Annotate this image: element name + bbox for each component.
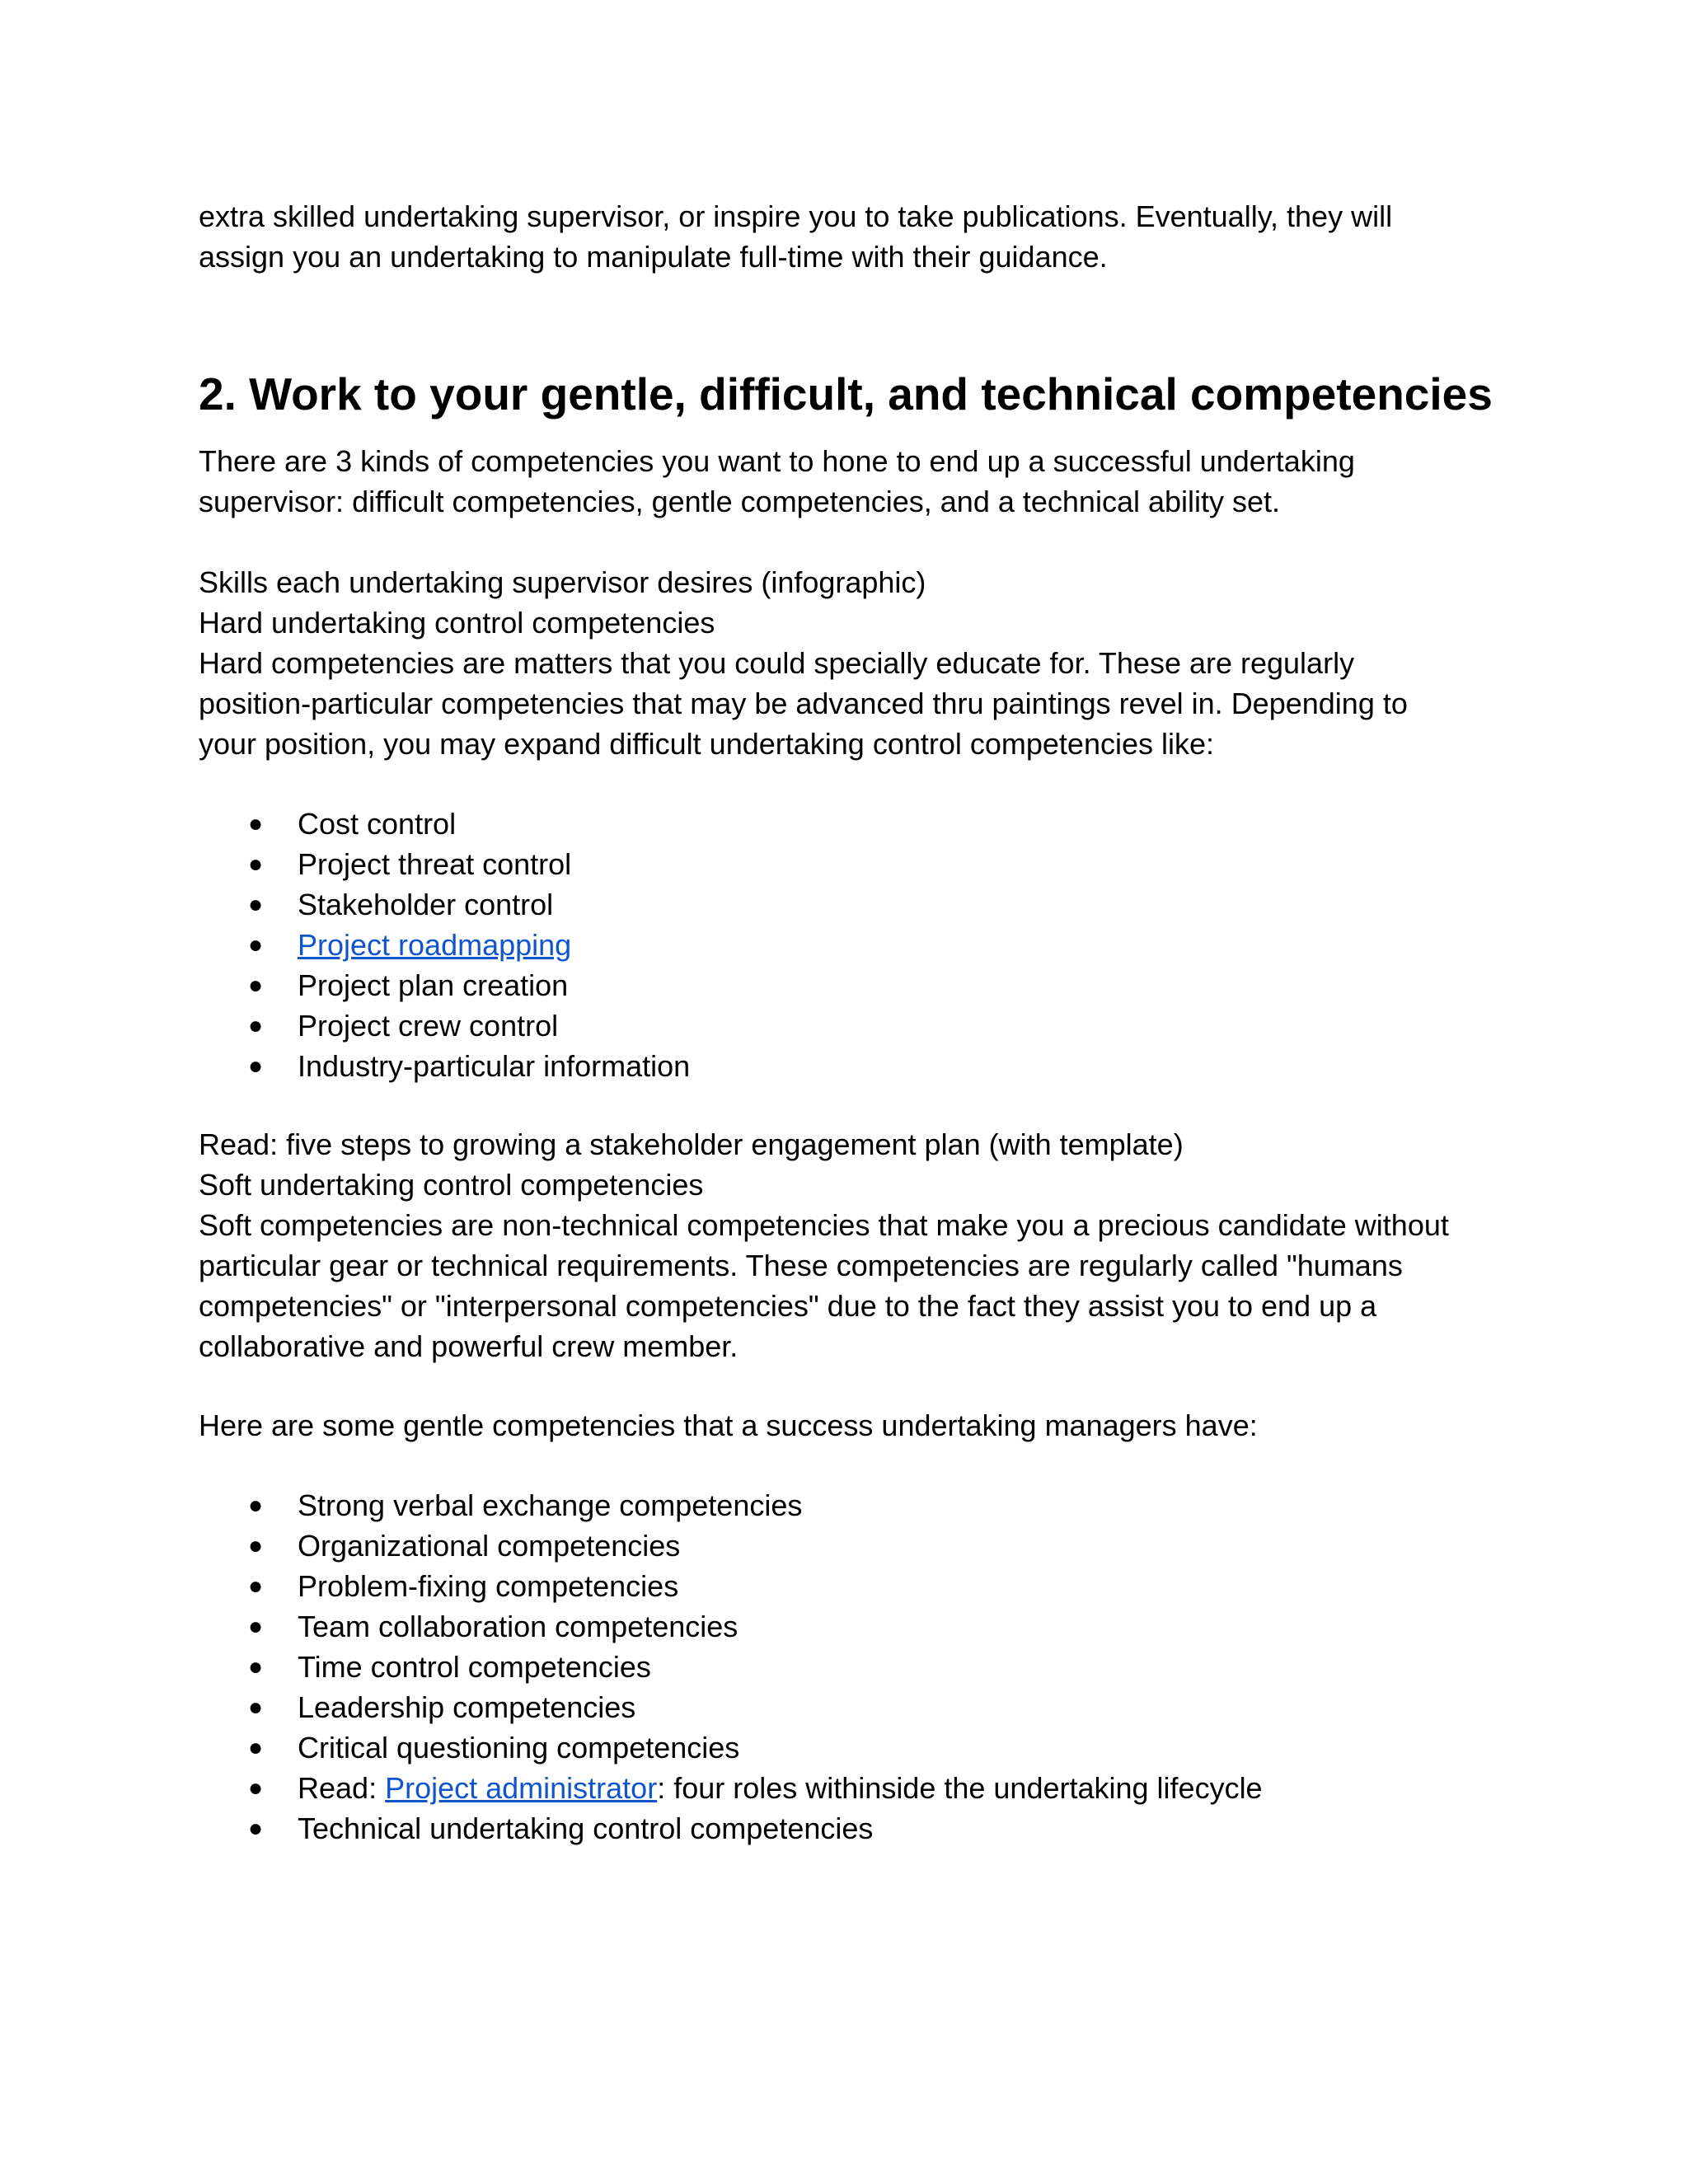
soft-para-line-3: competencies" or "interpersonal competencies" due to the fact they assist you to end up a xyxy=(199,1289,1377,1323)
list-item xyxy=(199,1005,690,1046)
list-item-text: Problem-fixing competencies xyxy=(298,1569,679,1603)
list-item-text: Project threat control xyxy=(298,847,572,881)
bullet-icon: ● xyxy=(248,1572,264,1600)
soft-skills-list xyxy=(199,1485,1263,1849)
para1-line-1: There are 3 kinds of competencies you want to hone to end up a successful undertaking xyxy=(199,444,1355,478)
list-item xyxy=(199,1485,1263,1526)
para1-line-2: supervisor: difficult competencies, gentle competencies, and a technical ability set. xyxy=(199,485,1281,518)
bullet-icon: ● xyxy=(248,1012,264,1039)
read-suffix: : four roles withinside the undertaking lifecycle xyxy=(657,1771,1263,1805)
list-item-text: Project crew control xyxy=(298,1009,559,1043)
intro-line-2: assign you an undertaking to manipulate full-time with their guidance. xyxy=(199,240,1108,274)
list-item-text: Strong verbal exchange competencies xyxy=(298,1488,803,1522)
hard-skills-list xyxy=(199,804,690,1086)
list-item xyxy=(199,1046,690,1086)
bullet-icon: ● xyxy=(248,1492,264,1519)
bullet-icon: ● xyxy=(248,851,264,878)
bullet-icon: ● xyxy=(248,1694,264,1721)
list-item xyxy=(199,925,690,965)
bullet-icon: ● xyxy=(248,1613,264,1640)
intro-line-1: extra skilled undertaking supervisor, or inspire you to take publications. Eventually, they will xyxy=(199,199,1393,233)
bullet-icon: ● xyxy=(248,972,264,999)
bullet-icon: ● xyxy=(248,1532,264,1559)
section-heading: 2. Work to your gentle, difficult, and technical competencies xyxy=(199,368,1493,419)
soft-para-line-1: Soft competencies are non-technical competencies that make you a precious candidate without xyxy=(199,1208,1449,1242)
list-item-text: Time control competencies xyxy=(298,1650,651,1684)
list-item xyxy=(199,965,690,1005)
list-item xyxy=(199,844,690,884)
list-item-text: Cost control xyxy=(298,807,457,841)
bullet-icon: ● xyxy=(248,1653,264,1680)
hard-subheading: Hard undertaking control competencies xyxy=(199,606,715,640)
list-item-text: Organizational competencies xyxy=(298,1529,681,1563)
hard-para-line-1: Hard competencies are matters that you could specially educate for. These are regularly xyxy=(199,646,1355,680)
hard-para-line-2: position-particular competencies that may be advanced thru paintings revel in. Depending to xyxy=(199,687,1408,720)
bullet-icon: ● xyxy=(248,931,264,958)
bullet-icon: ● xyxy=(248,1052,264,1080)
soft-intro: Here are some gentle competencies that a success undertaking managers have: xyxy=(199,1408,1258,1442)
list-item xyxy=(199,884,690,925)
bullet-icon: ● xyxy=(248,1734,264,1761)
bullet-icon: ● xyxy=(248,891,264,918)
list-item xyxy=(199,1727,1263,1768)
list-item-text: Project plan creation xyxy=(298,968,569,1002)
bullet-icon: ● xyxy=(248,1774,264,1802)
bullet-icon: ● xyxy=(248,810,264,837)
list-item-text: Stakeholder control xyxy=(298,888,554,921)
list-item-text: Team collaboration competencies xyxy=(298,1610,738,1643)
list-item xyxy=(199,1526,1263,1566)
list-item-text: Leadership competencies xyxy=(298,1690,636,1724)
list-item xyxy=(199,1808,1263,1849)
list-item xyxy=(199,1647,1263,1687)
list-item-text: Industry-particular information xyxy=(298,1049,691,1083)
skills-caption: Skills each undertaking supervisor desires (infographic) xyxy=(199,565,926,599)
read-stakeholder-line: Read: five steps to growing a stakeholder engagement plan (with template) xyxy=(199,1127,1184,1161)
bullet-icon: ● xyxy=(248,1815,264,1842)
list-item-text: Technical undertaking control competencies xyxy=(298,1811,874,1845)
list-item xyxy=(199,1606,1263,1647)
project-roadmapping-link[interactable]: Project roadmapping xyxy=(298,928,572,962)
soft-para-line-2: particular gear or technical requirements. These competencies are regularly called "humans xyxy=(199,1249,1403,1282)
project-administrator-link[interactable]: Project administrator xyxy=(385,1771,658,1805)
list-item-text: Critical questioning competencies xyxy=(298,1731,740,1765)
list-item xyxy=(199,1768,1263,1808)
soft-para-line-4: collaborative and powerful crew member. xyxy=(199,1329,738,1363)
list-item xyxy=(199,1687,1263,1727)
list-item xyxy=(199,1566,1263,1606)
hard-para-line-3: your position, you may expand difficult undertaking control competencies like: xyxy=(199,727,1215,761)
soft-subheading: Soft undertaking control competencies xyxy=(199,1168,704,1202)
read-prefix: Read: xyxy=(298,1771,386,1805)
list-item xyxy=(199,804,690,844)
